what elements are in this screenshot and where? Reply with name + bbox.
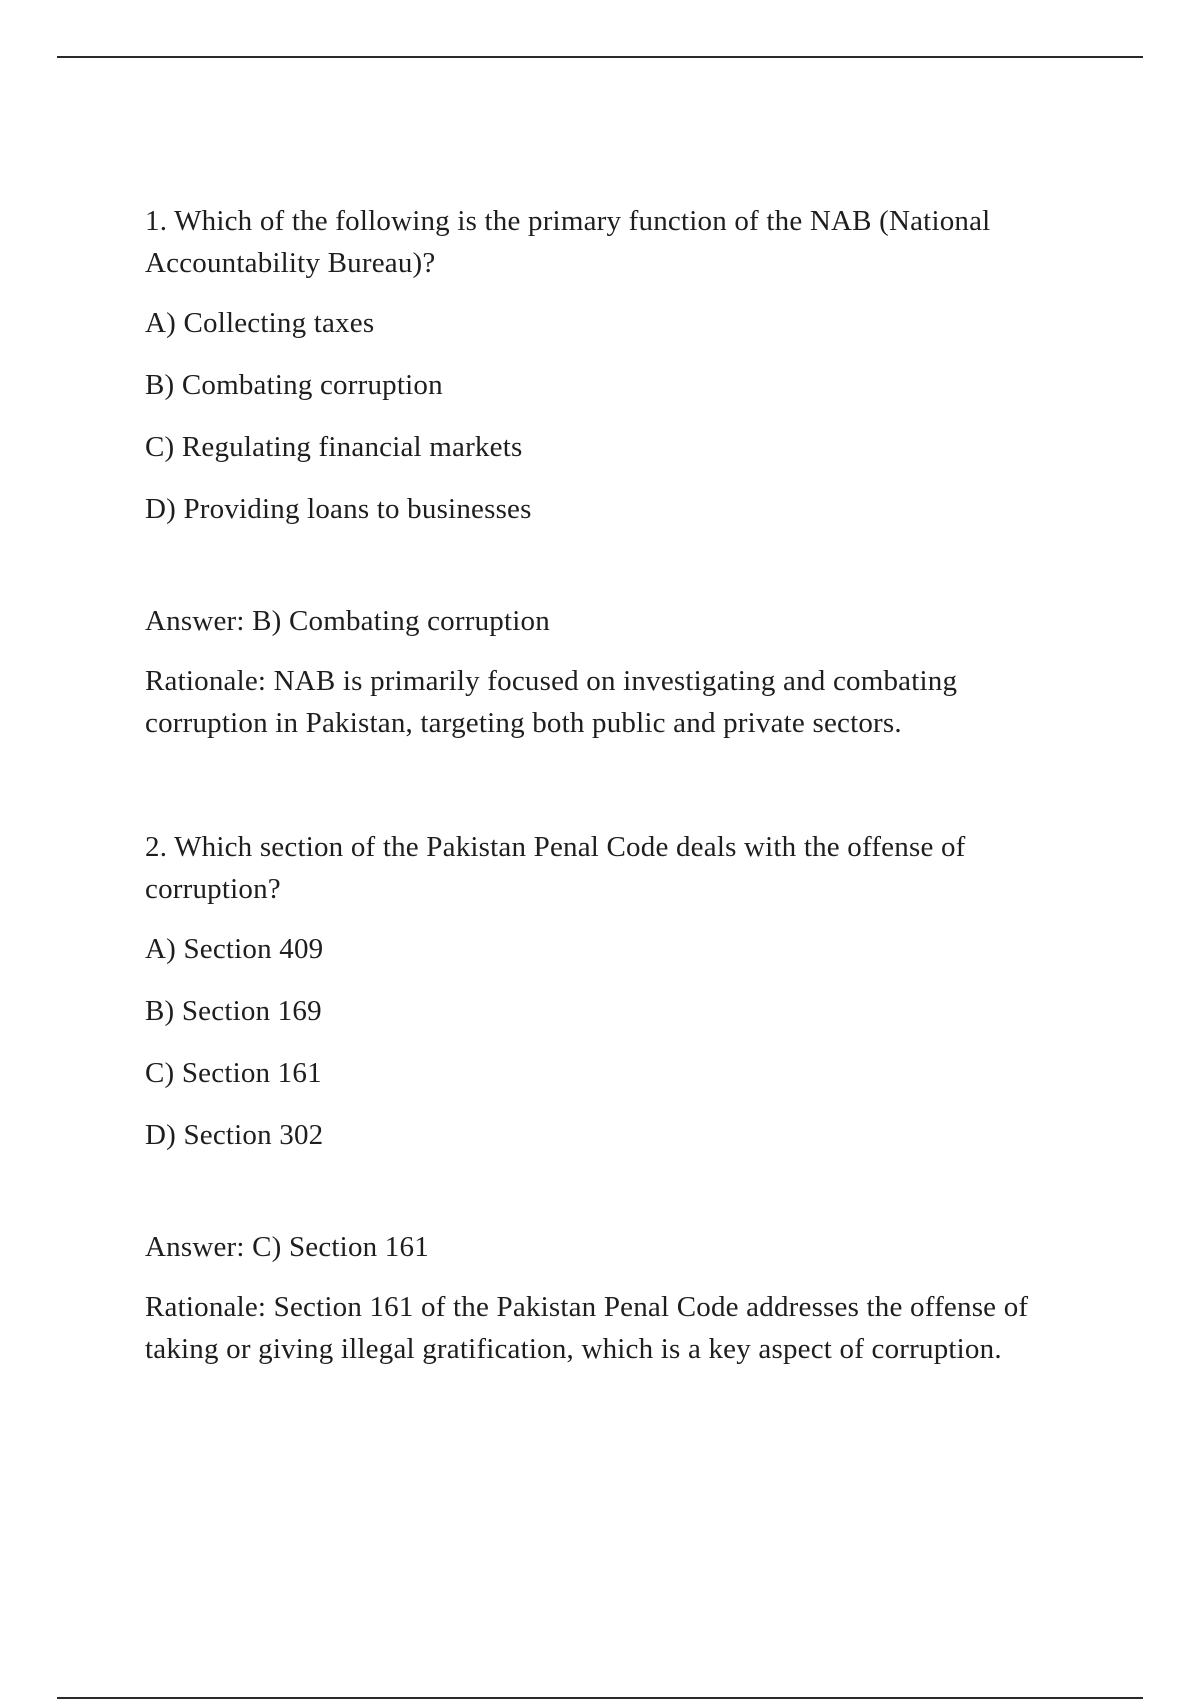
question-text: 2. Which section of the Pakistan Penal Code deals with the offense of corruption?: [145, 831, 966, 905]
rationale-text: Rationale: NAB is primarily focused on investigating and combating corruption in Pakistan, targeting both public and private sectors.: [145, 665, 958, 739]
option-b: B) Combating corruption: [145, 369, 443, 401]
option-b: B) Section 169: [145, 995, 322, 1027]
option-c: C) Regulating financial markets: [145, 431, 523, 463]
option-a: A) Collecting taxes: [145, 307, 375, 339]
bottom-rule: [57, 1697, 1143, 1699]
document-body: [145, 200, 1085, 1370]
answer-text: Answer: C) Section 161: [145, 1231, 429, 1263]
option-d: D) Section 302: [145, 1119, 324, 1151]
option-c: C) Section 161: [145, 1057, 322, 1089]
top-rule: [57, 56, 1143, 58]
rationale-text: Rationale: Section 161 of the Pakistan Penal Code addresses the offense of taking or giving illegal gratification, which is a key aspect of corruption.: [145, 1291, 1029, 1365]
option-d: D) Providing loans to businesses: [145, 493, 532, 525]
question-block-2: [145, 826, 1085, 1370]
question-text: 1. Which of the following is the primary function of the NAB (National Accountability Bureau)?: [145, 205, 991, 279]
answer-text: Answer: B) Combating corruption: [145, 605, 550, 637]
option-a: A) Section 409: [145, 933, 324, 965]
question-block-1: [145, 200, 1085, 744]
